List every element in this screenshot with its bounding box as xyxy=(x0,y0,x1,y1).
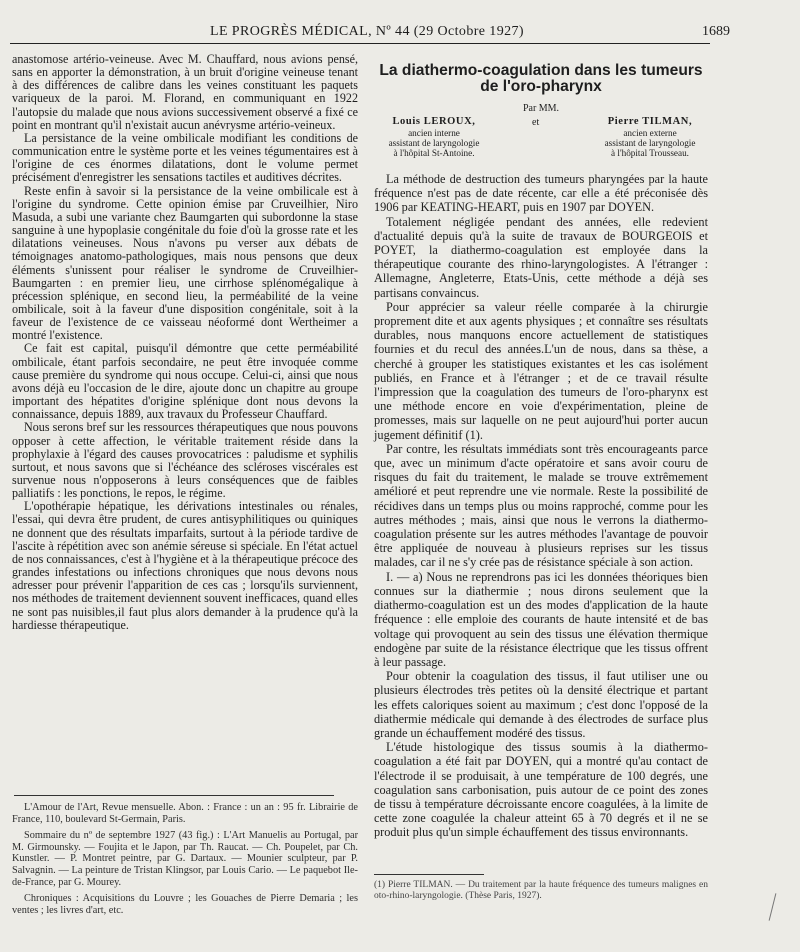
notices-rule xyxy=(14,795,334,796)
left-paragraph: Nous serons bref sur les ressources thérapeutiques que nous pouvons opposer à cette affection, le véritable traitement réside dans la prophylaxie à l'égard des causes provocatrices : paludisme et syphilis surtout, et nous savons que si l'échéance des scléroses viscérales est survenue nous n'opposerons à leurs conséquences que de faibles palliatifs : les ponctions, le repos, le régime. xyxy=(12,420,358,501)
header-rule xyxy=(10,43,710,44)
article-paragraph: Totalement négligée pendant des années, elle redevient d'actualité depuis qu'à la suite de travaux de BOURGEOIS et POYET, la diathermo-coagulation est employée dans la thérapeutique courante des rhino-laryngologistes. A l'étranger : Allemagne, Angleterre, Etats-Unis, cette méthode a déjà ses partisans convaincus. xyxy=(374,214,708,300)
left-paragraph: Reste enfin à savoir si la persistance de la veine ombilicale est à l'origine du syndrome. Cette opinion émise par Cruveilhier, Niro Masuda, a subi une variante chez Baumgarten qui subordonne la stase sanguine à une hypoplasie congénitale du foie d'où la grosse rate et les dilatations veineuses. Nous n'avons pu verser aux débats de témoignages anatomo-pathologiques, mais nous pensons que deux éléments s'unissent pour réaliser le syndrome de Cruveilhier-Baumgarten : en premier lieu, une cirrhose splénomégalique à précession splénique, en second lieu, la perméabilité de la veine ombilicale, soit à la faveur d'une disposition congénitale, soit à la faveur de l'existence de ce vaisseau néoformé dont Wertheimer a montré l'existence. xyxy=(12,183,358,343)
author-leroux xyxy=(364,117,504,158)
author-name: Pierre TILMAN, xyxy=(607,116,693,127)
page-header xyxy=(10,24,730,40)
article-title: La diathermo-coagulation dans les tumeurs de l'oro-pharynx xyxy=(379,62,703,95)
notice-paragraph: L'Amour de l'Art, Revue mensuelle. Abon. : France : un an : 95 fr. Librairie de France, 110, boulevard St-Germain, Paris. xyxy=(12,802,358,825)
footnote-rule xyxy=(374,874,484,875)
article-paragraph: L'étude histologique des tissus soumis à la diathermo-coagulation a été fait par DOYEN, qui a montré qu'au contact de l'électrode il se produisait, à une température de 100 degrés, une coagulation sans carbonisation, puis autour de ce point des zones de tissu à température décroissante encore coagulées, à la limite de cette zone coagulée la chaleur atteint 65 à 70 degrés et il ne se produit plus qu'un simple échauffement des tissus environnants. xyxy=(374,740,708,840)
notice-paragraph: Chroniques : Acquisitions du Louvre ; les Gouaches de Pierre Demaria ; les ventes ; les livres d'art, etc. xyxy=(12,893,358,916)
left-column xyxy=(12,53,358,632)
author-role: assistant de laryngologie xyxy=(388,138,480,148)
left-paragraph: L'opothérapie hépatique, les dérivations intestinales ou rénales, l'essai, qui devra être prudent, de cures antisyphilitiques ou quiniques ne donnent que des résultats imparfaits, surtout à la période tardive de l'ascite à répétition avec son anémie séreuse si spéciale. En l'état actuel de nos connaissances, c'est à l'hygiène et à la thérapeutique précoce des grandes infestations ou infections chroniques que nous devons nous adresser pour prévenir l'apparition de ces cas ; lorsqu'ils surviennent, nos méthodes de traitement deviennent souvent inefficaces, quand elles ne sont pas nuisibles,il faut plus alors demander à la prudence qu'à la hardiesse thérapeutique. xyxy=(12,499,358,632)
footnote: (1) Pierre TILMAN. — Du traitement par la haute fréquence des tumeurs malignes en oto-rhino-laryngologie. (Thèse Paris, 1927). xyxy=(374,880,708,901)
author-role: ancien externe xyxy=(623,128,677,138)
right-column xyxy=(374,172,708,840)
authors xyxy=(374,117,708,167)
left-paragraph: anastomose artério-veineuse. Avec M. Chauffard, nous avions pensé, sans en apporter la démonstration, à un bruit d'origine veineuse tenant à des différences de calibre dans les veines constituant les paquets variqueux de la paroi. M. Florand, en communiquant en 1922 l'autopsie du malade que nous avions successivement observé a fixé ce point en montrant qu'il n'existait aucun anévrysme artério-veineux. xyxy=(12,52,358,132)
article-paragraph: Pour apprécier sa valeur réelle comparée à la chirurgie proprement dite et aux agents physiques ; et connaître ses résultats durables, nous manquons encore actuellement de statistiques fournies et du recul des années.L'un de nous, dans sa thèse, a cherché à grouper les statistiques existantes et les cas isolément publiés, en France et à l'étranger ; et de ce travail résulte l'impression que la coagulation des tumeurs de l'oro-pharynx est une méthode encore en voie d'expérimentation, pleine de promesses, mais sur laquelle on ne peut aujourd'hui porter aucun jugement définitif (1). xyxy=(374,299,708,442)
author-tilman xyxy=(580,117,720,158)
article-paragraph: Par contre, les résultats immédiats sont très encourageants parce que, avec un minimum d'acte opératoire et sans avoir couru de risques du fait du traitement, le malade se trouve extrêmement amélioré et peut reprendre une vie normale. Reste la possibilité de récidives dans un temps plus ou moins rapproché, comme pour les autres méthodes ; mais, ainsi que nous le verrons la diathermo-coagulation présente sur les autres méthodes l'avantage de pouvoir être appliquée de nouveau à plusieurs reprises sur les tissus malades, car il ne s'y crée pas de résistance spéciale à son action. xyxy=(374,441,708,570)
left-paragraph: Ce fait est capital, puisqu'il démontre que cette perméabilité ombilicale, étant parfois secondaire, ne peut être invoquée comme cause première du syndrome qui nous occupe. Celui-ci, ainsi que nous avons déjà eu l'occasion de le dire, ajoute donc un chapitre au groupe important des hépatites d'origine splénique dont nous devons la connaissance, depuis 1889, aux travaux du Professeur Chauffard. xyxy=(12,341,358,422)
article-paragraph: I. — a) Nous ne reprendrons pas ici les données théoriques bien connues sur la diathermie ; nous dirons seulement que la diathermo-coagulation est un des modes d'application de la haute fréquence : elle emploie des courants de haute intensité et de bas voltage qui provoquent au sein des tissus une élévation thermique endogène par suite de la résistance électrique que les tissus offrent à leur passage. xyxy=(374,569,708,669)
page-number: 1689 xyxy=(702,24,730,39)
notice-paragraph: Sommaire du nº de septembre 1927 (43 fig.) : L'Art Manuelis au Portugal, par M. Girmounsky. — Foujita et le Japon, par Th. Raucat. — Ch. Poupelet, par Ch. Kunstler. — P. Montret peintre, par G. Dartaux. — Mounier sculpteur, par P. Salvagnin. — La peinture de Tristan Klingsor, par Louis Cario. — Le paquebot Ile-de-France, par G. Mourey. xyxy=(12,830,358,888)
author-role: à l'hôpital Trousseau. xyxy=(611,148,689,158)
article-paragraph: La méthode de destruction des tumeurs pharyngées par la haute fréquence n'est pas de date récente, car elle a été préconisée dès 1906 par KEATING-HEART, puis en 1907 par DOYEN. xyxy=(374,172,708,215)
article-paragraph: Pour obtenir la coagulation des tissus, il faut utiliser une ou plusieurs électrodes très petites où la densité électrique et partant les effets caloriques soient au maximum ; c'est donc l'opposé de la diathermie médicale qui demande à des électrodes de surface plus grande un échauffement modéré des tissus. xyxy=(374,669,708,740)
byline: Par MM. xyxy=(522,103,560,114)
article-header xyxy=(374,63,708,167)
author-conjunction: et xyxy=(532,117,540,128)
running-head: LE PROGRÈS MÉDICAL, Nº 44 (29 Octobre 1927) xyxy=(210,24,524,39)
author-role: ancien interne xyxy=(408,128,460,138)
author-role: à l'hôpital St-Antoine. xyxy=(393,148,475,158)
author-name: Louis LEROUX, xyxy=(392,116,476,127)
author-role: assistant de laryngologie xyxy=(604,138,696,148)
left-paragraph: La persistance de la veine ombilicale modifiant les conditions de communication entre le système porte et les veines tégumentaires est à l'origine de ces énormes dilatations, dont le volume permet précisément d'enregistrer les sensations tactiles et auditives décrites. xyxy=(12,130,358,185)
notices-block xyxy=(12,802,358,921)
margin-mark xyxy=(770,893,776,921)
